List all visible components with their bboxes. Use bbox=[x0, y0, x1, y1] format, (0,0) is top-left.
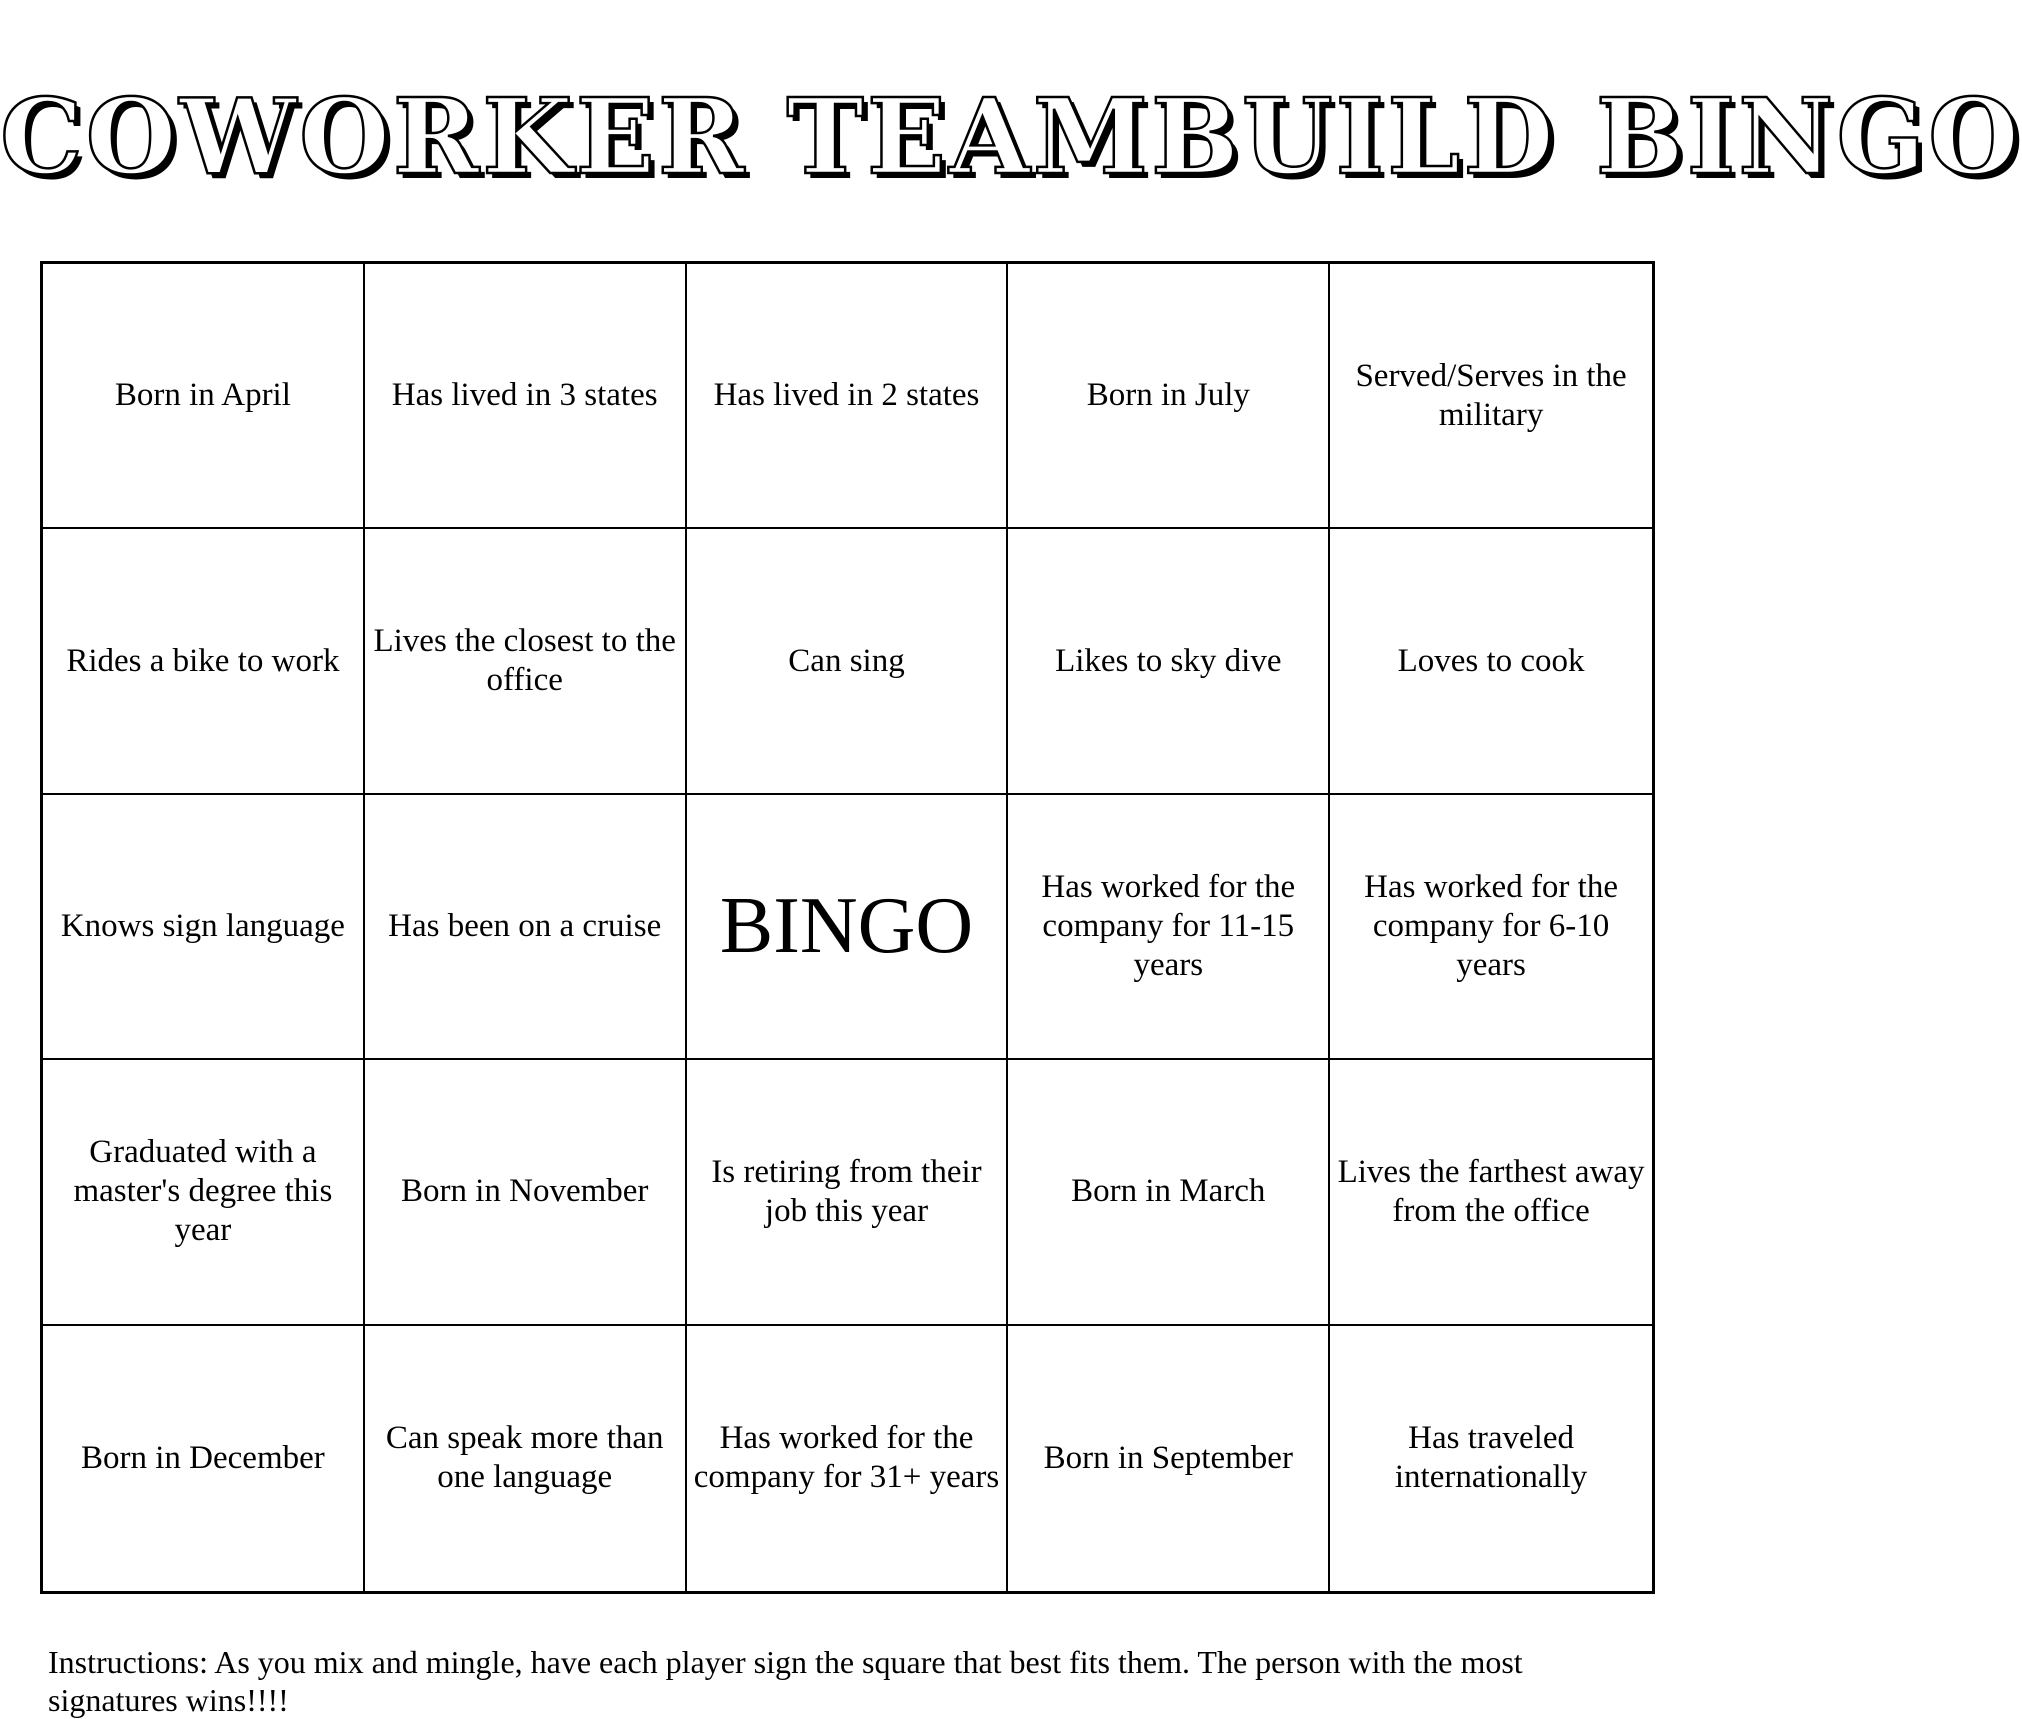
bingo-square[interactable]: Born in December bbox=[43, 1326, 365, 1591]
bingo-square[interactable]: Graduated with a master's degree this year bbox=[43, 1060, 365, 1325]
bingo-square[interactable]: Lives the closest to the office bbox=[365, 529, 687, 794]
bingo-square[interactable]: Has worked for the company for 6-10 years bbox=[1330, 795, 1652, 1060]
bingo-square[interactable]: Has lived in 2 states bbox=[687, 264, 1009, 529]
bingo-square[interactable]: Has lived in 3 states bbox=[365, 264, 687, 529]
bingo-square[interactable]: Has worked for the company for 11-15 years bbox=[1008, 795, 1330, 1060]
bingo-square[interactable]: Has been on a cruise bbox=[365, 795, 687, 1060]
bingo-square[interactable]: Has worked for the company for 31+ years bbox=[687, 1326, 1009, 1591]
bingo-square[interactable]: Born in April bbox=[43, 264, 365, 529]
bingo-square[interactable]: Lives the farthest away from the office bbox=[1330, 1060, 1652, 1325]
bingo-square[interactable]: Knows sign language bbox=[43, 795, 365, 1060]
bingo-square[interactable]: Can speak more than one language bbox=[365, 1326, 687, 1591]
instructions-text: Instructions: As you mix and mingle, have each player sign the square that best fits them. The person with the most signatures wins!!!! bbox=[48, 1644, 1523, 1718]
bingo-square[interactable]: Can sing bbox=[687, 529, 1009, 794]
bingo-square[interactable]: Born in March bbox=[1008, 1060, 1330, 1325]
bingo-square[interactable]: Born in September bbox=[1008, 1326, 1330, 1591]
bingo-square[interactable]: Likes to sky dive bbox=[1008, 529, 1330, 794]
free-square: BINGO bbox=[687, 795, 1009, 1060]
bingo-square[interactable]: Has traveled internationally bbox=[1394, 1420, 1588, 1496]
bingo-square[interactable]: Born in July bbox=[1008, 264, 1330, 529]
bingo-square[interactable]: Loves to cook bbox=[1330, 529, 1652, 794]
bingo-board bbox=[40, 261, 1655, 1594]
bingo-square[interactable]: Is retiring from their job this year bbox=[687, 1060, 1009, 1325]
bingo-square[interactable]: Born in November bbox=[365, 1060, 687, 1325]
page-title: COWORKER TEAMBUILD BINGO bbox=[0, 75, 2022, 198]
bingo-square[interactable]: Rides a bike to work bbox=[43, 529, 365, 794]
bingo-square[interactable]: Served/Serves in the military bbox=[1330, 264, 1652, 529]
